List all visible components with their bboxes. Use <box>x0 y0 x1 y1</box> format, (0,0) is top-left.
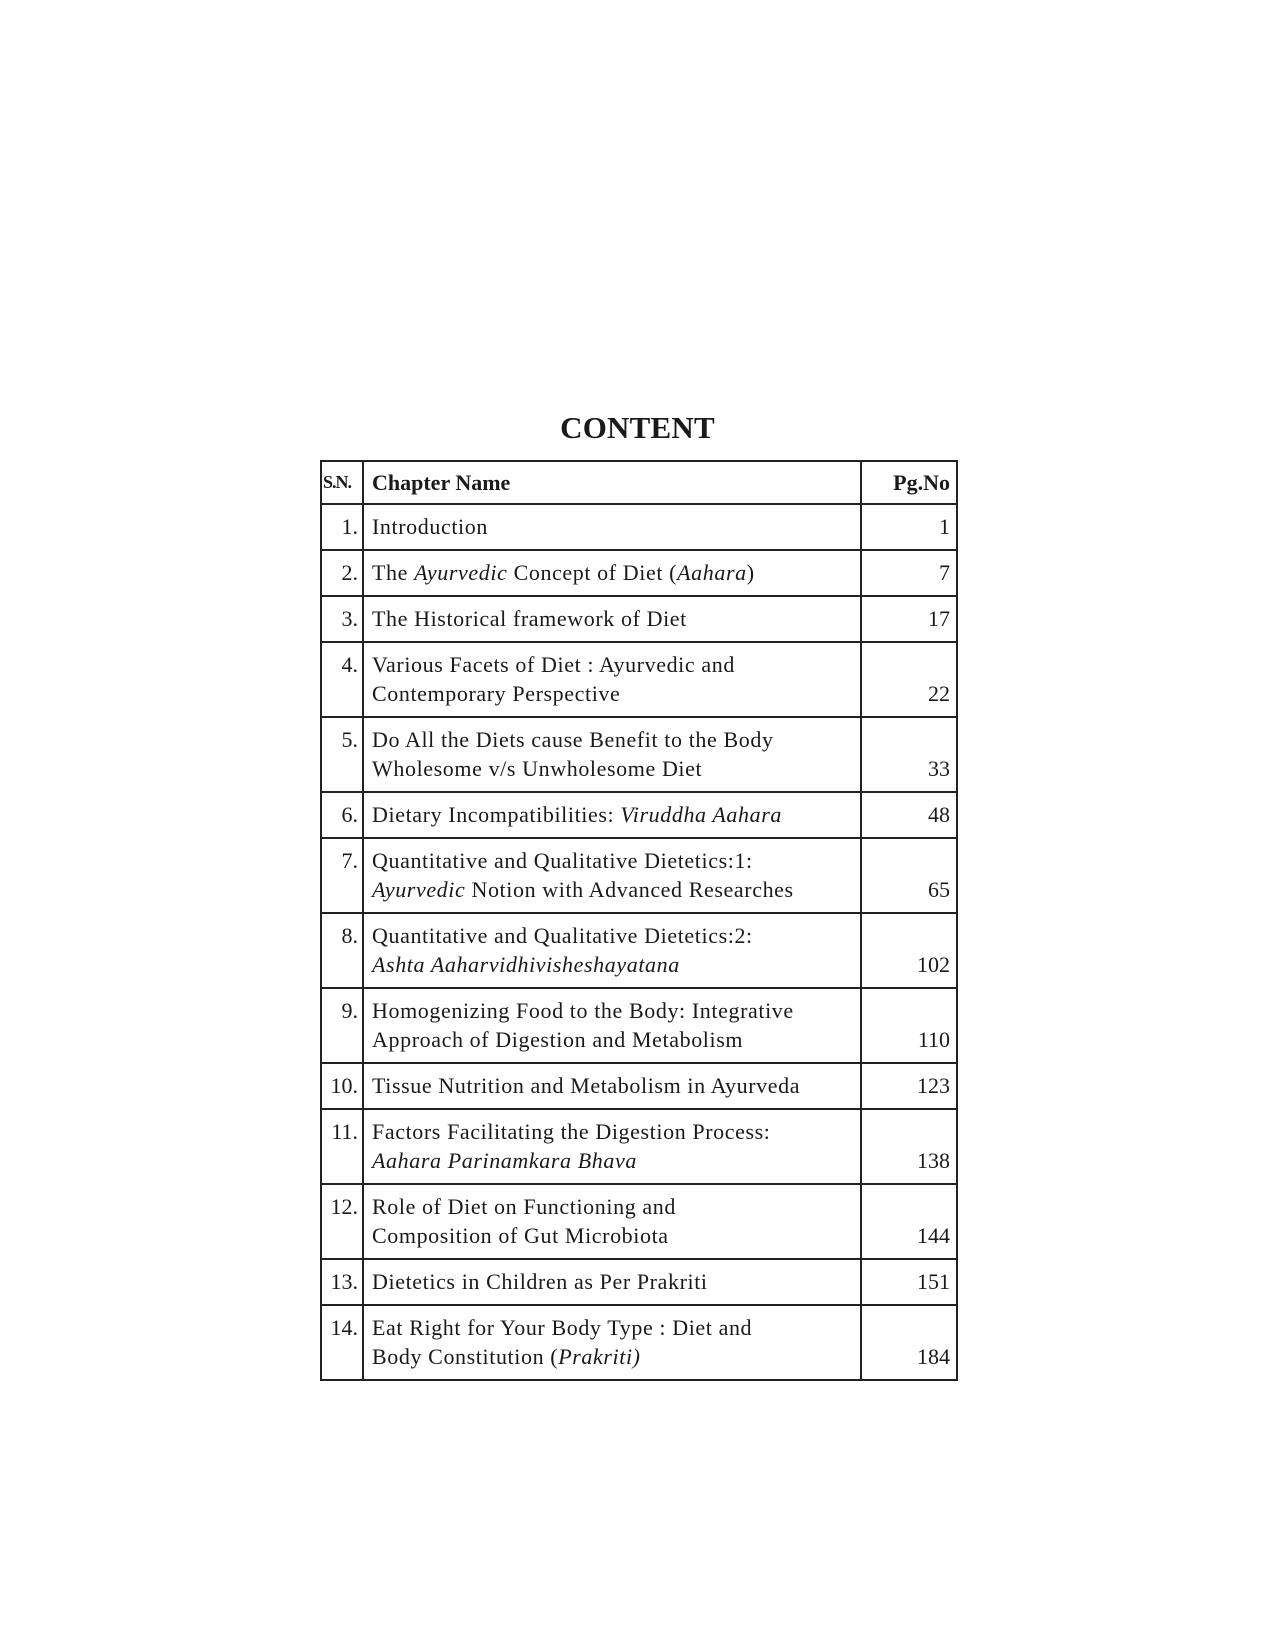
page-number: 138 <box>861 1109 957 1184</box>
chapter-name <box>363 504 861 550</box>
chapter-name-text: The Historical framework of Diet <box>372 606 687 631</box>
table-row <box>321 1109 957 1184</box>
page-number: 22 <box>861 642 957 717</box>
page-number: 151 <box>861 1259 957 1305</box>
chapter-name <box>363 1184 861 1259</box>
serial-number: 9. <box>321 988 363 1063</box>
chapter-name-text: ) <box>746 560 755 585</box>
chapter-name-line <box>372 604 854 633</box>
chapter-name-line <box>372 1342 854 1371</box>
serial-number: 6. <box>321 792 363 838</box>
contents-table-body <box>321 504 957 1380</box>
serial-number-header: S.N. <box>321 461 363 504</box>
chapter-name-line <box>372 950 854 979</box>
chapter-name-text: Wholesome v/s Unwholesome Diet <box>372 756 703 781</box>
table-row <box>321 1259 957 1305</box>
serial-number: 14. <box>321 1305 363 1380</box>
page-number: 65 <box>861 838 957 913</box>
chapter-name-text: Eat Right for Your Body Type : Diet and <box>372 1315 753 1340</box>
chapter-name-text: Dietetics in Children as Per Prakriti <box>372 1269 708 1294</box>
serial-number: 2. <box>321 550 363 596</box>
chapter-name-line <box>372 921 854 950</box>
chapter-name-text: Dietary Incompatibilities: <box>372 802 621 827</box>
chapter-name-text: Factors Facilitating the Digestion Process: <box>372 1119 771 1144</box>
chapter-name-line <box>372 875 854 904</box>
chapter-name <box>363 550 861 596</box>
serial-number: 12. <box>321 1184 363 1259</box>
table-row <box>321 1305 957 1380</box>
serial-number: 8. <box>321 913 363 988</box>
chapter-name-line <box>372 1221 854 1250</box>
chapter-name-italic-text: Viruddha Aahara <box>620 802 782 827</box>
table-row <box>321 596 957 642</box>
chapter-name-line <box>372 754 854 783</box>
chapter-name-line <box>372 1313 854 1342</box>
chapter-name-line <box>372 1025 854 1054</box>
page-number: 7 <box>861 550 957 596</box>
chapter-name-line <box>372 558 854 587</box>
table-row <box>321 717 957 792</box>
chapter-name-text: Do All the Diets cause Benefit to the Body <box>372 727 774 752</box>
page-number: 33 <box>861 717 957 792</box>
chapter-name <box>363 792 861 838</box>
serial-number: 13. <box>321 1259 363 1305</box>
page-number: 48 <box>861 792 957 838</box>
serial-number: 4. <box>321 642 363 717</box>
table-row <box>321 504 957 550</box>
chapter-name-line <box>372 650 854 679</box>
serial-number: 3. <box>321 596 363 642</box>
chapter-name-line <box>372 1071 854 1100</box>
chapter-name-italic-text: Ashta Aaharvidhivisheshayatana <box>372 952 680 977</box>
header-row <box>321 461 957 504</box>
chapter-name-text: Homogenizing Food to the Body: Integrative <box>372 998 794 1023</box>
chapter-name-line <box>372 725 854 754</box>
chapter-name <box>363 838 861 913</box>
chapter-name-text: Notion with Advanced Researches <box>465 877 794 902</box>
chapter-name-text: Various Facets of Diet : Ayurvedic and <box>372 652 735 677</box>
chapter-name-italic-text: Aahara <box>677 560 747 585</box>
chapter-name <box>363 1259 861 1305</box>
chapter-name <box>363 596 861 642</box>
table-row <box>321 913 957 988</box>
page-title: CONTENT <box>560 410 715 445</box>
page-number: 17 <box>861 596 957 642</box>
page-number: 123 <box>861 1063 957 1109</box>
chapter-name-line <box>372 1117 854 1146</box>
table-row <box>321 792 957 838</box>
chapter-name-italic-text: Ayurvedic <box>372 877 466 902</box>
page-number-header: Pg.No <box>861 461 957 504</box>
chapter-name <box>363 913 861 988</box>
chapter-name-text: Quantitative and Qualitative Dietetics:2: <box>372 923 753 948</box>
chapter-name-line <box>372 996 854 1025</box>
chapter-name <box>363 1305 861 1380</box>
table-row <box>321 1063 957 1109</box>
chapter-name-header: Chapter Name <box>363 461 861 504</box>
chapter-name <box>363 717 861 792</box>
chapter-name <box>363 642 861 717</box>
contents-table-header <box>321 461 957 504</box>
table-row <box>321 642 957 717</box>
chapter-name-line <box>372 1192 854 1221</box>
chapter-name-text: Approach of Digestion and Metabolism <box>372 1027 744 1052</box>
chapter-name-text: The <box>372 560 415 585</box>
page-number: 110 <box>861 988 957 1063</box>
serial-number: 11. <box>321 1109 363 1184</box>
table-row <box>321 838 957 913</box>
contents-table <box>320 460 958 1381</box>
chapter-name-text: Body Constitution ( <box>372 1344 559 1369</box>
chapter-name-line <box>372 846 854 875</box>
chapter-name-italic-text: Aahara Parinamkara Bhava <box>372 1148 637 1173</box>
table-row <box>321 550 957 596</box>
page-number: 144 <box>861 1184 957 1259</box>
page-number: 1 <box>861 504 957 550</box>
chapter-name-text: Introduction <box>372 514 488 539</box>
chapter-name-text: Role of Diet on Functioning and <box>372 1194 676 1219</box>
chapter-name-text: Composition of Gut Microbiota <box>372 1223 669 1248</box>
serial-number: 7. <box>321 838 363 913</box>
chapter-name-text: Contemporary Perspective <box>372 681 621 706</box>
chapter-name-line <box>372 1146 854 1175</box>
chapter-name-text: Quantitative and Qualitative Dietetics:1: <box>372 848 753 873</box>
chapter-name <box>363 1109 861 1184</box>
chapter-name <box>363 988 861 1063</box>
chapter-name <box>363 1063 861 1109</box>
serial-number: 5. <box>321 717 363 792</box>
table-row <box>321 1184 957 1259</box>
page-number: 184 <box>861 1305 957 1380</box>
chapter-name-text: Concept of Diet ( <box>507 560 678 585</box>
chapter-name-line <box>372 512 854 541</box>
serial-number: 1. <box>321 504 363 550</box>
chapter-name-text: Tissue Nutrition and Metabolism in Ayurveda <box>372 1073 801 1098</box>
serial-number: 10. <box>321 1063 363 1109</box>
table-row <box>321 988 957 1063</box>
chapter-name-italic-text: Prakriti) <box>558 1344 641 1369</box>
chapter-name-line <box>372 1267 854 1296</box>
page-number: 102 <box>861 913 957 988</box>
chapter-name-line <box>372 800 854 829</box>
chapter-name-line <box>372 679 854 708</box>
chapter-name-italic-text: Ayurvedic <box>414 560 508 585</box>
